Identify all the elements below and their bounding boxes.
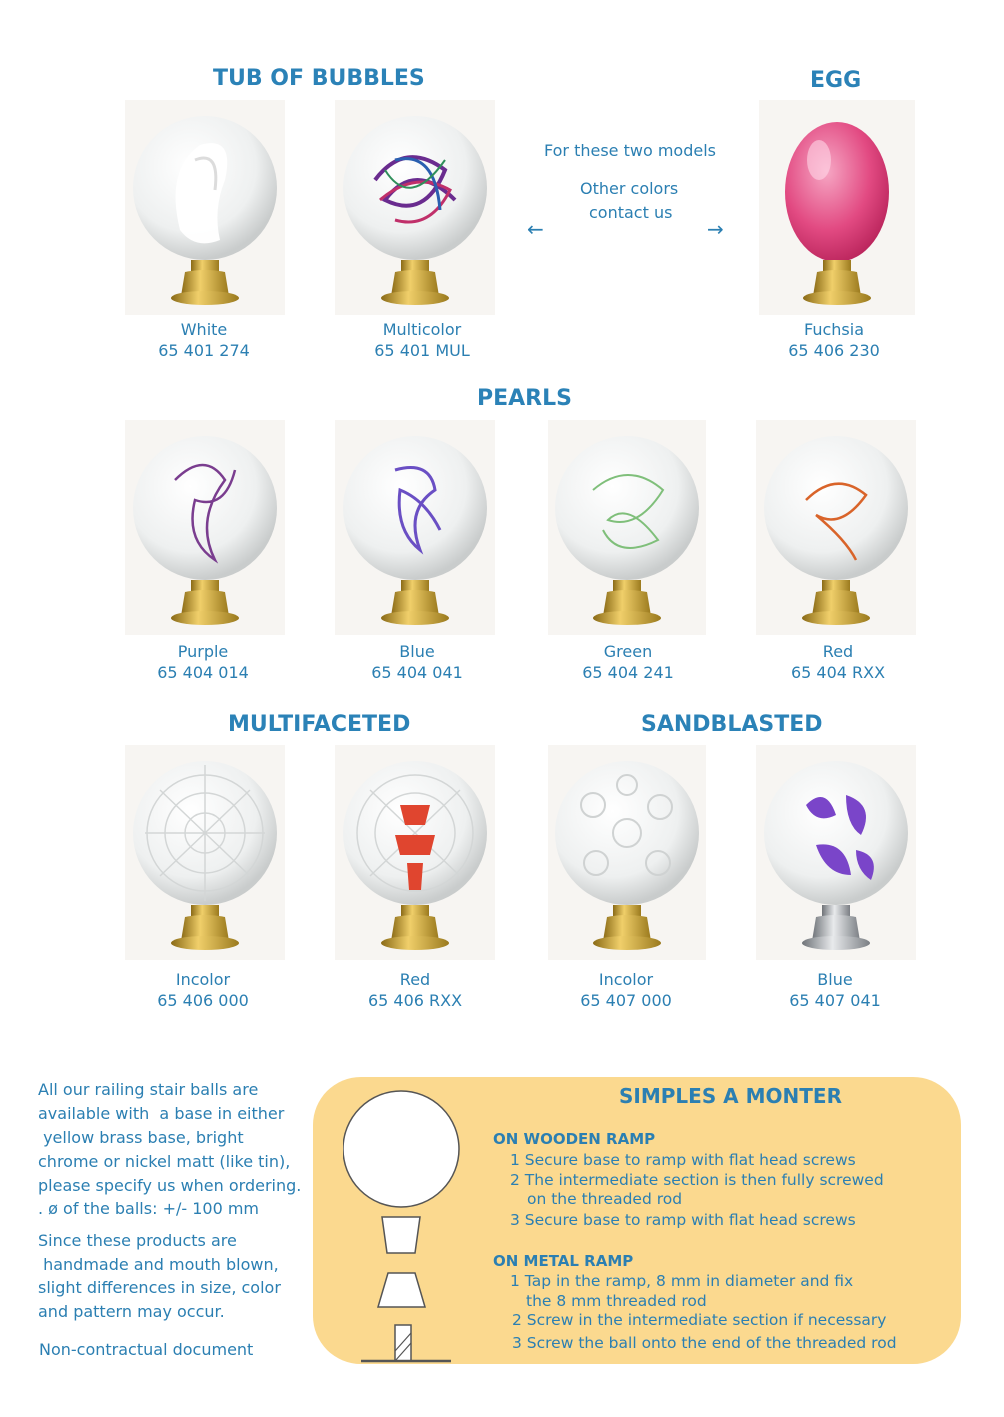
product-caption-red-pearl [728,641,948,683]
metal-step-3: 3 Screw the ball onto the end of the threaded rod [512,1334,897,1352]
product-name: Red [399,970,431,989]
assembly-title: SIMPLES A MONTER [619,1084,842,1108]
wooden-step-2-cont: on the threaded rod [527,1190,683,1208]
product-image-red-pearl [756,420,916,635]
product-code: 65 401 274 [158,341,250,360]
product-caption-white [94,319,314,361]
wooden-step-1: 1 Secure base to ramp with flat head screws [510,1151,856,1169]
note-two-models: For these two models [544,141,716,160]
product-image-multicolor [335,100,495,315]
product-image-fuchsia-egg [759,100,915,315]
disclaimer: Non-contractual document [39,1340,254,1359]
product-image-white [125,100,285,315]
product-code: 65 407 041 [789,991,881,1010]
product-name: Fuchsia [804,320,864,339]
wooden-step-2: 2 The intermediate section is then fully screwed [510,1171,884,1189]
right-arrow-icon: → [707,217,724,241]
product-name: Incolor [175,970,231,989]
product-image-red-multifaceted [335,745,495,960]
product-name: Green [603,642,653,661]
info-line-8: handmade and mouth blown, [38,1255,279,1274]
product-caption-blue-pearl [307,641,527,683]
product-code: 65 406 000 [157,991,249,1010]
assembly-diagram-icon [343,1081,473,1363]
product-code: 65 406 RXX [367,991,463,1010]
product-name: Purple [177,642,229,661]
product-caption-purple [93,641,313,683]
product-caption-green [518,641,738,683]
product-code: 65 404 041 [371,663,463,682]
info-line-10: and pattern may occur. [38,1302,225,1321]
product-caption-fuchsia [724,319,944,361]
note-contact-us: contact us [589,203,673,222]
info-line-7: Since these products are [38,1231,237,1250]
metal-step-2: 2 Screw in the intermediate section if necessary [512,1311,887,1329]
product-image-blue-pearl [335,420,495,635]
product-code: 65 406 230 [788,341,880,360]
wooden-ramp-heading: ON WOODEN RAMP [493,1130,656,1148]
note-other-colors: Other colors [580,179,679,198]
info-line-3: yellow brass base, bright [38,1128,244,1147]
product-code: 65 404 014 [157,663,249,682]
product-caption-multicolor [312,319,532,361]
product-name: Red [822,642,854,661]
metal-step-1-cont: the 8 mm threaded rod [526,1292,707,1310]
section-title-egg: EGG [810,68,862,93]
product-caption-incolor-sandblasted [516,969,736,1011]
section-title-tub-of-bubbles: TUB OF BUBBLES [213,66,425,91]
info-line-4: chrome or nickel matt (like tin), [38,1152,291,1171]
product-image-green [548,420,706,635]
product-code: 65 407 000 [580,991,672,1010]
product-name: Blue [399,642,435,661]
product-name: Multicolor [382,320,462,339]
product-image-purple [125,420,285,635]
metal-ramp-heading: ON METAL RAMP [493,1252,634,1270]
product-code: 65 401 MUL [374,341,470,360]
info-line-9: slight differences in size, color [38,1278,281,1297]
product-caption-red-multifaceted [305,969,525,1011]
section-title-multifaceted: MULTIFACETED [228,712,411,737]
product-image-incolor-multifaceted [125,745,285,960]
product-code: 65 404 241 [582,663,674,682]
product-caption-blue-sandblasted [725,969,945,1011]
metal-step-1: 1 Tap in the ramp, 8 mm in diameter and fix [510,1272,854,1290]
info-line-5: please specify us when ordering. [38,1176,302,1195]
product-caption-incolor-multifaceted [93,969,313,1011]
left-arrow-icon: ← [527,217,544,241]
product-name: White [180,320,228,339]
wooden-step-3: 3 Secure base to ramp with flat head screws [510,1211,856,1229]
info-line-6: . ø of the balls: +/- 100 mm [38,1199,260,1218]
section-title-sandblasted: SANDBLASTED [641,712,823,737]
product-name: Incolor [598,970,654,989]
assembly-panel [313,1077,961,1364]
product-image-incolor-sandblasted [548,745,706,960]
product-code: 65 404 RXX [790,663,886,682]
info-line-1: All our railing stair balls are [38,1080,259,1099]
product-name: Blue [817,970,853,989]
info-line-2: available with a base in either [38,1104,285,1123]
product-image-blue-sandblasted [756,745,916,960]
section-title-pearls: PEARLS [477,386,572,411]
